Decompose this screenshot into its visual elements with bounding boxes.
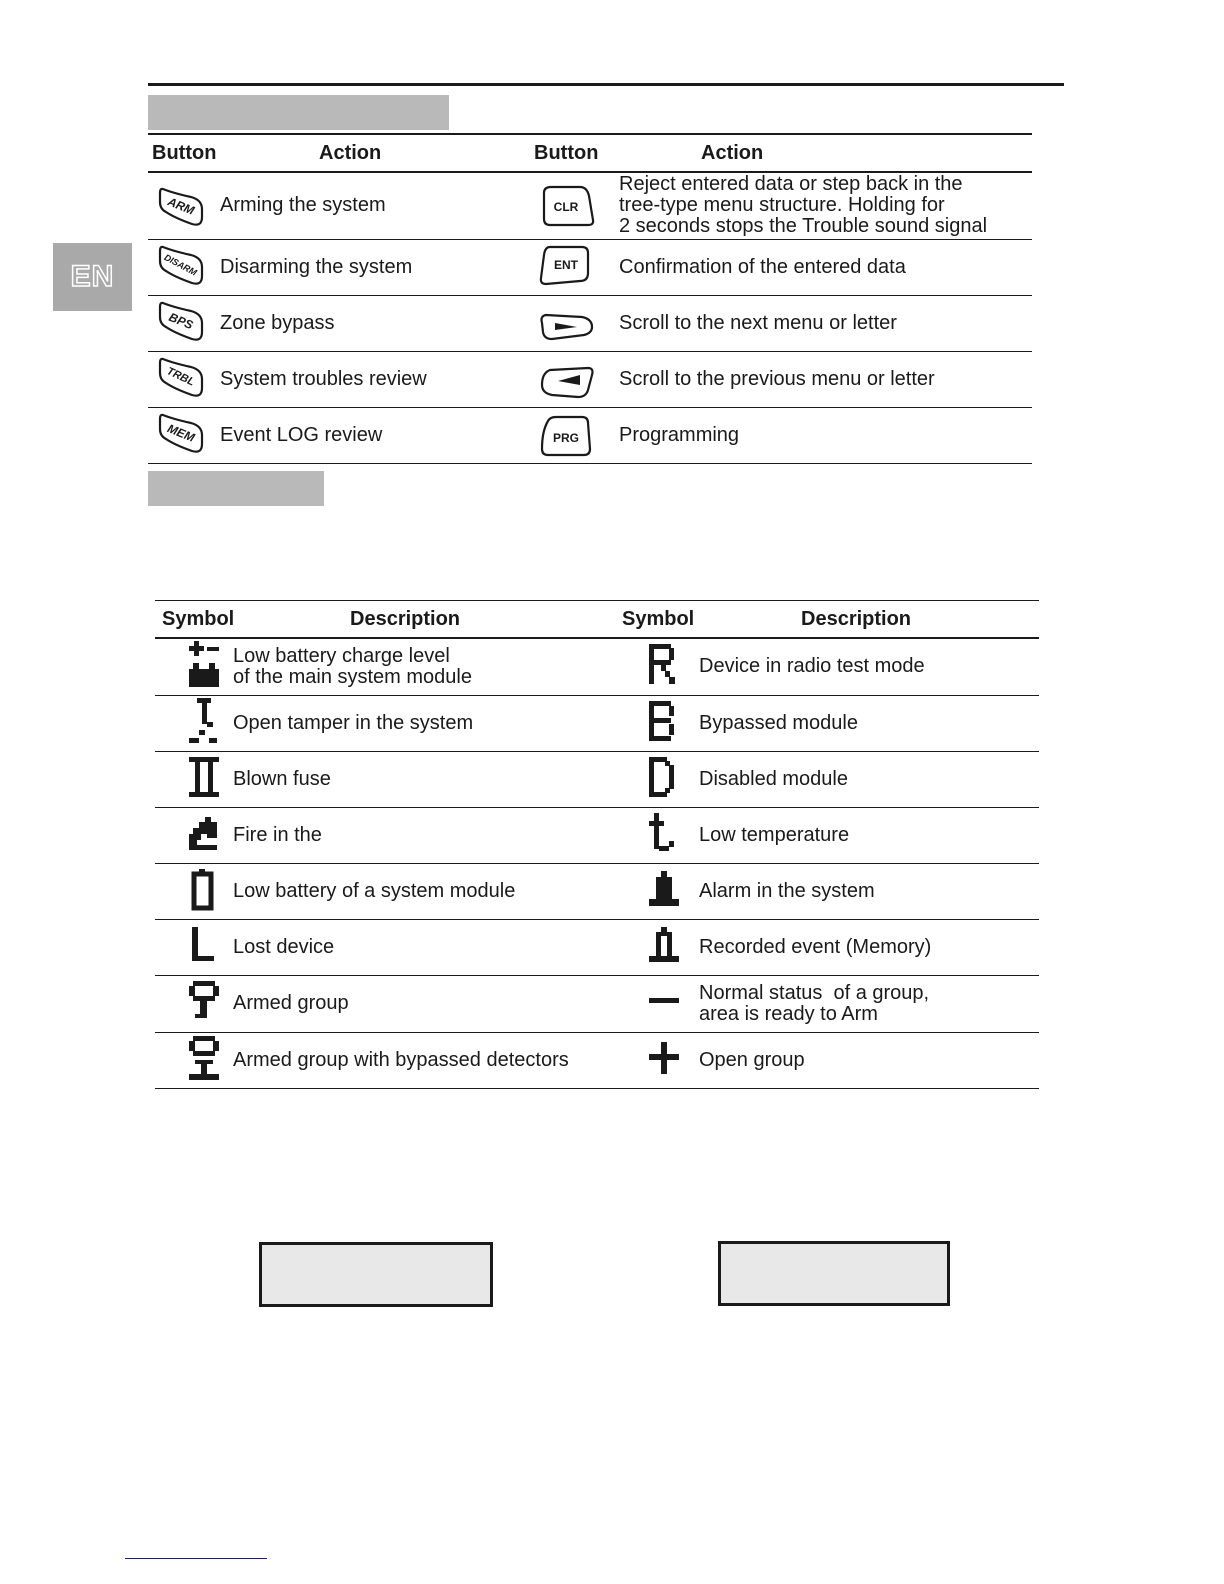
memory-icon — [647, 925, 681, 965]
clr-action-line-2: tree-type menu structure. Holding for — [619, 194, 945, 217]
table-row — [155, 638, 1039, 695]
radio-test-cell — [615, 638, 699, 695]
ent-key-cell — [530, 239, 619, 295]
table-row — [148, 172, 1032, 239]
header-button: Button — [152, 141, 217, 164]
fire-icon — [187, 813, 221, 853]
normal-status-cell — [615, 975, 699, 1032]
mem-key-icon — [148, 411, 208, 459]
armed-bypassed-icon — [187, 1034, 221, 1082]
arm-action: Arming the system — [220, 194, 386, 217]
svg-text:ENT: ENT — [554, 258, 578, 272]
lcd-display-right — [718, 1241, 950, 1306]
low-battery-main-line-2: of the main system module — [233, 665, 472, 688]
arm-key-cell — [148, 172, 220, 239]
trbl-action: System troubles review — [220, 367, 427, 390]
normal-status-line-1: Normal status of a group, — [699, 981, 930, 1004]
disabled-module-icon — [647, 755, 679, 799]
open-group-desc: Open group — [699, 1048, 805, 1071]
next-action: Scroll to the next menu or letter — [619, 311, 897, 334]
low-battery-main-cell — [155, 638, 233, 695]
section-header-bar — [148, 95, 449, 130]
armed-group-icon — [187, 979, 221, 1023]
table-row — [148, 407, 1032, 463]
fire-cell — [155, 807, 233, 863]
arm-key-icon — [148, 182, 208, 230]
lost-device-cell — [155, 919, 233, 975]
tamper-icon — [187, 696, 221, 746]
table-row — [155, 807, 1039, 863]
section-header-bar-2 — [148, 471, 324, 506]
bps-key-cell — [148, 295, 220, 351]
header-action-2: Action — [701, 141, 764, 164]
disarm-action: Disarming the system — [220, 255, 413, 278]
svg-text:TRBL: TRBL — [164, 365, 197, 389]
open-group-cell — [615, 1032, 699, 1088]
ent-key-icon — [530, 243, 596, 291]
previous-key-cell — [530, 351, 619, 407]
mem-key-cell — [148, 407, 220, 463]
previous-action: Scroll to the previous menu or letter — [619, 367, 935, 390]
table-row — [155, 1032, 1039, 1088]
symbols-table — [155, 600, 1039, 1089]
fire-desc: Fire in the — [233, 823, 322, 846]
clr-action-line-3: 2 seconds stops the Trouble sound signal — [619, 215, 988, 238]
low-temperature-cell — [615, 807, 699, 863]
blown-fuse-cell — [155, 751, 233, 807]
low-battery-main-line-1: Low battery charge level — [233, 644, 450, 667]
svg-text:DISARM: DISARM — [162, 252, 199, 278]
previous-arrow-icon — [530, 355, 596, 403]
lcd-display-left — [259, 1242, 493, 1307]
clr-key-cell — [530, 172, 619, 239]
bps-key-icon — [148, 299, 208, 347]
ent-action: Confirmation of the entered data — [619, 255, 906, 278]
blown-fuse-desc: Blown fuse — [233, 767, 331, 790]
next-key-cell — [530, 295, 619, 351]
alarm-icon — [647, 869, 681, 909]
radio-test-icon — [647, 642, 679, 686]
bypassed-module-icon — [647, 699, 679, 743]
bps-action: Zone bypass — [220, 311, 335, 334]
svg-text:MEM: MEM — [165, 421, 197, 445]
trbl-key-cell — [148, 351, 220, 407]
tamper-desc: Open tamper in the system — [233, 711, 474, 734]
table-row — [155, 751, 1039, 807]
table-row — [155, 975, 1039, 1032]
header-description-2: Description — [801, 607, 912, 630]
armed-bypassed-desc: Armed group with bypassed detectors — [233, 1048, 569, 1071]
memory-cell — [615, 919, 699, 975]
header-button-2: Button — [534, 141, 599, 164]
language-tab-label: EN — [70, 260, 115, 293]
bypassed-module-desc: Bypassed module — [699, 711, 858, 734]
low-temperature-desc: Low temperature — [699, 823, 850, 846]
open-group-icon — [647, 1040, 681, 1076]
table-row — [155, 695, 1039, 751]
normal-status-icon — [647, 991, 681, 1011]
svg-text:ARM: ARM — [165, 194, 197, 218]
mem-action: Event LOG review — [220, 423, 383, 446]
disarm-key-cell — [148, 239, 220, 295]
memory-desc: Recorded event (Memory) — [699, 935, 932, 958]
low-battery-main-icon — [187, 639, 221, 689]
table-row — [148, 295, 1032, 351]
armed-bypassed-cell — [155, 1032, 233, 1088]
top-rule — [148, 83, 1064, 86]
tamper-cell — [155, 695, 233, 751]
low-battery-module-icon — [190, 867, 218, 911]
clr-action — [619, 172, 1032, 239]
prg-action: Programming — [619, 423, 740, 446]
normal-status-desc — [699, 975, 1039, 1032]
disarm-key-icon — [148, 243, 208, 291]
normal-status-line-2: area is ready to Arm — [699, 1002, 878, 1025]
armed-group-cell — [155, 975, 233, 1032]
table-row — [148, 239, 1032, 295]
header-action: Action — [319, 141, 382, 164]
prg-key-icon — [530, 411, 596, 459]
alarm-desc: Alarm in the system — [699, 879, 875, 902]
bypassed-module-cell — [615, 695, 699, 751]
table-row — [148, 351, 1032, 407]
trbl-key-icon — [148, 355, 208, 403]
low-battery-module-cell — [155, 863, 233, 919]
svg-text:CLR: CLR — [553, 199, 579, 214]
clr-key-icon — [530, 182, 596, 230]
header-description: Description — [350, 607, 461, 630]
language-tab — [53, 243, 132, 311]
header-symbol-2: Symbol — [622, 607, 695, 630]
disabled-module-cell — [615, 751, 699, 807]
header-symbol: Symbol — [162, 607, 235, 630]
next-arrow-icon — [530, 299, 596, 347]
footer-link-underline — [125, 1558, 267, 1559]
table-row — [155, 863, 1039, 919]
lost-device-desc: Lost device — [233, 935, 335, 958]
clr-action-line-1: Reject entered data or step back in the — [619, 173, 963, 196]
alarm-cell — [615, 863, 699, 919]
prg-key-cell — [530, 407, 619, 463]
radio-test-desc: Device in radio test mode — [699, 655, 925, 678]
low-battery-main-desc — [233, 638, 615, 695]
buttons-table — [148, 133, 1032, 464]
svg-text:PRG: PRG — [552, 431, 580, 445]
svg-text:BPS: BPS — [166, 309, 196, 333]
armed-group-desc: Armed group — [233, 992, 349, 1014]
low-battery-module-desc: Low battery of a system module — [233, 879, 516, 902]
blown-fuse-icon — [187, 755, 221, 799]
low-temperature-icon — [647, 811, 679, 855]
lost-device-icon — [190, 925, 218, 965]
disabled-module-desc: Disabled module — [699, 767, 848, 790]
table-row — [155, 919, 1039, 975]
